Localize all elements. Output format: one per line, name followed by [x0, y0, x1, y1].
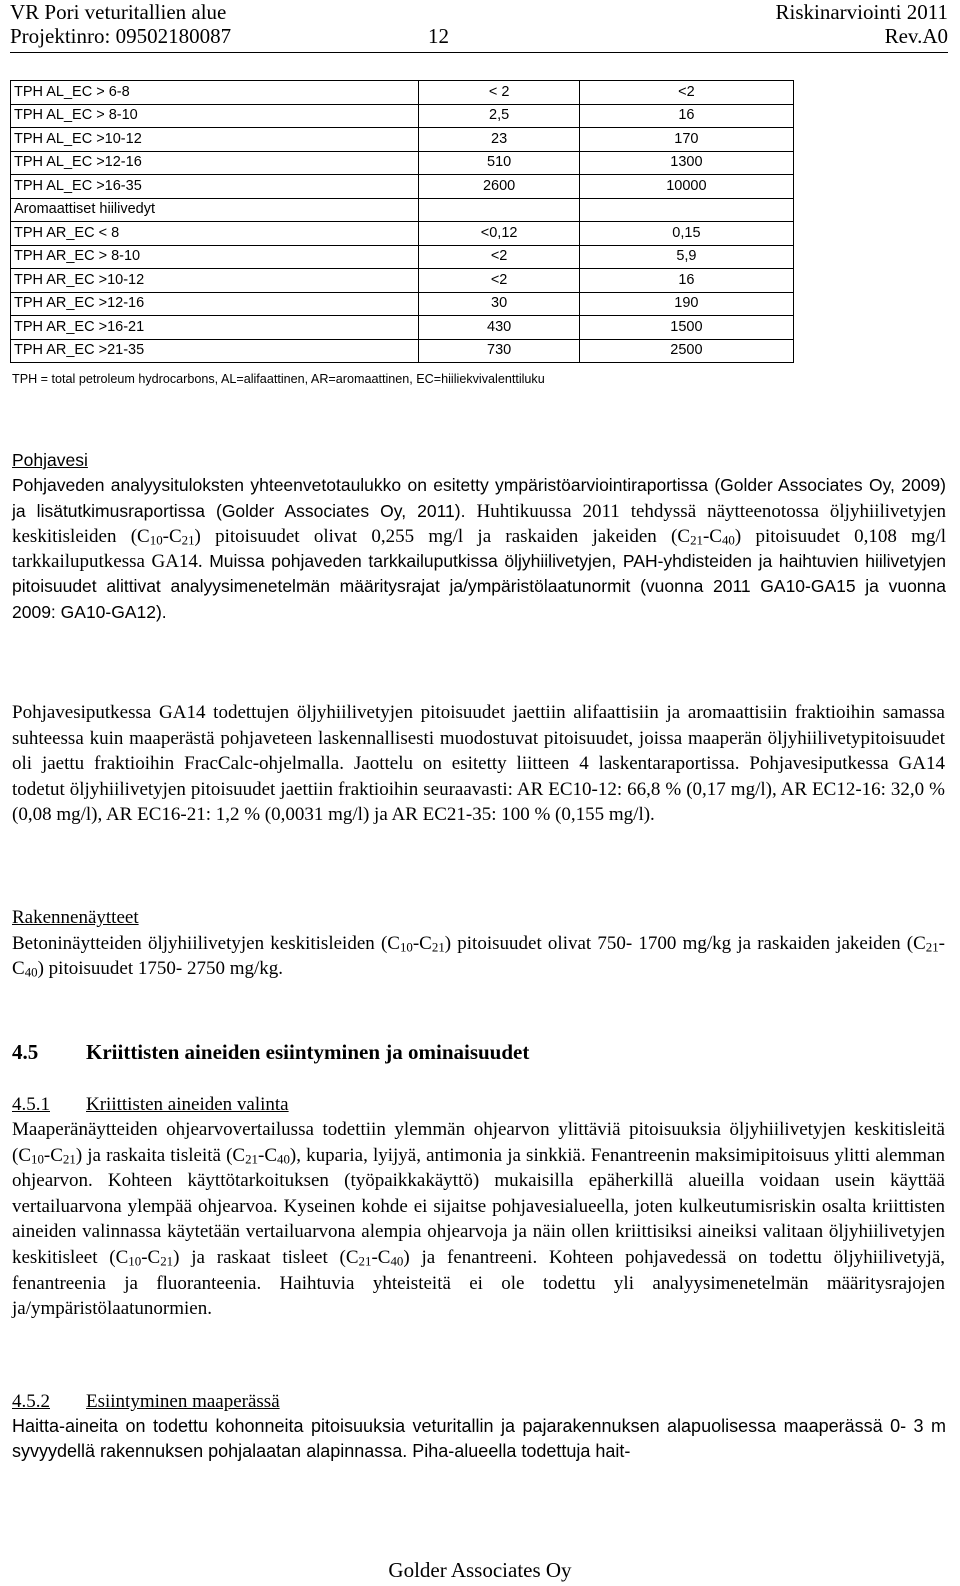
row-label: TPH AR_EC < 8: [11, 222, 419, 246]
sub-21: 21: [245, 1151, 258, 1167]
sub-21: 21: [925, 939, 939, 955]
row-value: 10000: [579, 175, 793, 199]
s451-c: ), kuparia, lyijyä, antimonia ja sinkkiä. Fenantreenin maksimipitoisuus ylitti alemman ohjearvon. Kohteen käyttötarkoituksen (työpaikkakäyttö) mukaisilla epäherkillä alueilla voidaan usein käyttää vertailuarvona ylempää ohjearvoa. Kyseinen kohde ei sijaitse pohjavesialueella, joten kulkeutumisriskin osalta kriittisten aineiden valinnassa käytetään vertailuarvona alempia ohjearvoja ja näin ollen kriittisiksi aineiksi valitaan öljyhiilivetyjen keskitisleet (C: [12, 1144, 945, 1268]
row-value: 23: [419, 128, 579, 152]
table-row: [11, 222, 794, 246]
project-area: VR Pori veturitallien alue: [10, 0, 227, 24]
sub-21: 21: [62, 1151, 76, 1167]
row-value: 170: [579, 128, 793, 152]
project-number: Projektinro: 09502180087: [10, 24, 232, 48]
pohjavesi-p2: Pohjavesiputkessa GA14 todettujen öljyhiilivetyjen pitoisuudet jaettiin alifaattisiin ja aromaattisiin fraktioihin samassa suhteessa kuin maaperästä pohjaveteen laskennallisesti muodostuvat pitoisuudet, joissa maaperän öljyhiilivetypitoisuudet oli jaettu fraktioihin FracCalc-ohjelmalla. Jaottelu on esitetty liitteen 4 laskentaraportissa. Pohjavesiputkessa GA14 todetut öljyhiilivetyjen pitoisuudet jaettiin fraktioihin seuraavasti: AR EC10-12: 66,8 % (0,17 mg/l), AR EC12-16: 32,0 % (0,08 mg/l), AR EC16-21: 1,2 % (0,0031 mg/l) ja AR EC21-35: 100 % (0,155 mg/l).: [12, 702, 945, 826]
dash-c: -C: [371, 1246, 391, 1268]
section-4-5-2-text: Haitta-aineita on todettu kohonneita pitoisuuksia veturitallin ja pajarakennuksen alapuolisessa maaperässä 0- 3 m syvyydellä rakennuksen pohjalaatan alapinnassa. Piha-alueella todettuja hait-: [12, 1416, 946, 1461]
sub-40: 40: [721, 532, 735, 548]
rakenne-heading: Rakennenäytteet: [12, 907, 139, 928]
sub-40: 40: [24, 964, 38, 980]
section-4-5-2-heading: [12, 1390, 280, 1414]
dash-c: -C: [43, 1144, 63, 1166]
sub-10: 10: [149, 532, 163, 548]
rakenne-text-c: ) pitoisuudet 1750- 2750 mg/kg.: [37, 958, 283, 980]
sub-21: 21: [431, 939, 445, 955]
revision: Rev.A0: [884, 24, 948, 48]
sub-40: 40: [277, 1151, 290, 1167]
s451-e: ) ja fenantreeni. Kohteen pohjavedessä on todettu öljyhiilivetyjä, fenantreenia ja fluoranteenia. Haihtuvia yhteisteitä ei ole todettu yli analyysimenetelmän määritysrajojen ja/ympäristölaatunormien.: [12, 1246, 946, 1320]
row-value: [579, 198, 793, 222]
table-row: [11, 316, 794, 340]
section-4-5-1-text: [12, 1117, 945, 1322]
pohjavesi-p1c: ) pitoisuudet olivat 0,255 mg/l ja raskaiden jakeiden (C: [194, 525, 691, 547]
row-label: TPH AL_EC >10-12: [11, 128, 419, 152]
dash-c: -C: [258, 1144, 277, 1166]
table-footnote: TPH = total petroleum hydrocarbons, AL=alifaattinen, AR=aromaattinen, EC=hiiliekvivalenttiluku: [12, 372, 545, 386]
row-value: 190: [579, 292, 793, 316]
row-value: 2600: [419, 175, 579, 199]
row-value: < 2: [419, 81, 579, 105]
pohjavesi-p1b: Huhtikuussa 2011 tehdyssä näytteenotossa öljyhiilivetyjen keskitisleiden (C: [12, 500, 946, 547]
rakenne-text-b: ) pitoisuudet olivat 750- 1700 mg/kg ja raskaiden jakeiden (C: [444, 932, 926, 954]
row-value: <2: [419, 245, 579, 269]
row-value: <2: [579, 81, 793, 105]
page-number: 12: [428, 24, 449, 48]
sub-10: 10: [31, 1151, 44, 1167]
row-value: 30: [419, 292, 579, 316]
row-value: 2,5: [419, 104, 579, 128]
s451-b: ) ja raskaita tisleitä (C: [75, 1144, 246, 1166]
row-label: TPH AR_EC > 8-10: [11, 245, 419, 269]
s451-d: ) ja raskaat tisleet (C: [173, 1246, 359, 1268]
section-4-5-heading: [12, 1040, 529, 1065]
row-value: [419, 198, 579, 222]
pohjavesi-section: [12, 448, 946, 625]
dash-c: -C: [702, 525, 722, 547]
sub-21: 21: [160, 1253, 174, 1269]
table-row: [11, 151, 794, 175]
row-value: 430: [419, 316, 579, 340]
row-value: <2: [419, 269, 579, 293]
section-number: 4.5.1: [12, 1094, 50, 1115]
section-title: Kriittisten aineiden esiintyminen ja ominaisuudet: [86, 1040, 530, 1064]
table-row: [11, 245, 794, 269]
sub-21: 21: [690, 532, 703, 548]
row-value: 1300: [579, 151, 793, 175]
row-value: 2500: [579, 339, 793, 363]
table-row: [11, 175, 794, 199]
pohjavesi-heading: Pohjavesi: [12, 450, 88, 470]
row-label: TPH AL_EC > 8-10: [11, 104, 419, 128]
section-number: 4.5: [12, 1040, 39, 1064]
header-divider: [10, 52, 948, 53]
table-row: [11, 81, 794, 105]
dash-c: -C: [412, 932, 432, 954]
pohjavesi-p1a: Pohjaveden analyysituloksten yhteenvetotaulukko on esitetty ympäristöarviointiraportissa (Golder Associates Oy, 2009) ja lisätutkimusraportissa (Golder Associates Oy, 2011).: [12, 475, 946, 521]
dash-c: -C: [162, 525, 182, 547]
row-label: TPH AL_EC >16-35: [11, 175, 419, 199]
row-value: 16: [579, 269, 793, 293]
dash-c: -C: [141, 1246, 161, 1268]
row-label: Aromaattiset hiilivedyt: [11, 198, 419, 222]
section-4-5-1-heading: [12, 1093, 289, 1117]
row-value: 510: [419, 151, 579, 175]
dash-c: -C: [12, 932, 945, 980]
sub-21: 21: [181, 532, 195, 548]
row-label: TPH AR_EC >21-35: [11, 339, 419, 363]
row-value: 730: [419, 339, 579, 363]
row-value: 1500: [579, 316, 793, 340]
table-row: [11, 198, 794, 222]
row-label: TPH AR_EC >16-21: [11, 316, 419, 340]
rakenne-text-a: Betoninäytteiden öljyhiilivetyjen keskitisleiden (C: [12, 932, 400, 954]
sub-40: 40: [390, 1253, 404, 1269]
section-title: Kriittisten aineiden valinta: [86, 1094, 289, 1115]
row-value: 16: [579, 104, 793, 128]
table-row: [11, 269, 794, 293]
document-title: Riskinarviointi 2011: [775, 0, 948, 24]
table-row: [11, 104, 794, 128]
row-value: 5,9: [579, 245, 793, 269]
row-value: 0,15: [579, 222, 793, 246]
row-label: TPH AL_EC >12-16: [11, 151, 419, 175]
rakenne-section: [12, 905, 945, 982]
row-label: TPH AR_EC >10-12: [11, 269, 419, 293]
sub-21: 21: [358, 1253, 372, 1269]
section-title: Esiintyminen maaperässä: [86, 1391, 280, 1412]
sub-10: 10: [128, 1253, 142, 1269]
s451-a: Maaperänäytteiden ohjearvovertailussa todettiin ylemmän ohjearvon ylittäviä pitoisuuksia öljyhiilivetyjen keskitisleitä (C: [12, 1119, 945, 1166]
section-number: 4.5.2: [12, 1391, 50, 1412]
row-value: <0,12: [419, 222, 579, 246]
row-label: TPH AL_EC > 6-8: [11, 81, 419, 105]
footer-company: Golder Associates Oy: [388, 1558, 572, 1582]
pohjavesi-p1d: ) pitoisuudet 0,108 mg/l tarkkailuputkessa GA14.: [12, 525, 946, 573]
pohjavesi-p1e: Muissa pohjaveden tarkkailuputkissa öljyhiilivetyjen, PAH-yhdisteiden ja haihtuvien hiilivetyjen pitoisuudet alittivat analyysimenetelmän määritysrajat ja/ympäristölaatunormit (vuonna 2011 GA10-GA15 ja vuonna 2009: GA10-GA12).: [12, 551, 947, 622]
table-row: [11, 128, 794, 152]
table-row: [11, 339, 794, 363]
sub-10: 10: [399, 939, 413, 955]
row-label: TPH AR_EC >12-16: [11, 292, 419, 316]
table-row: [11, 292, 794, 316]
tph-table: [10, 80, 794, 363]
